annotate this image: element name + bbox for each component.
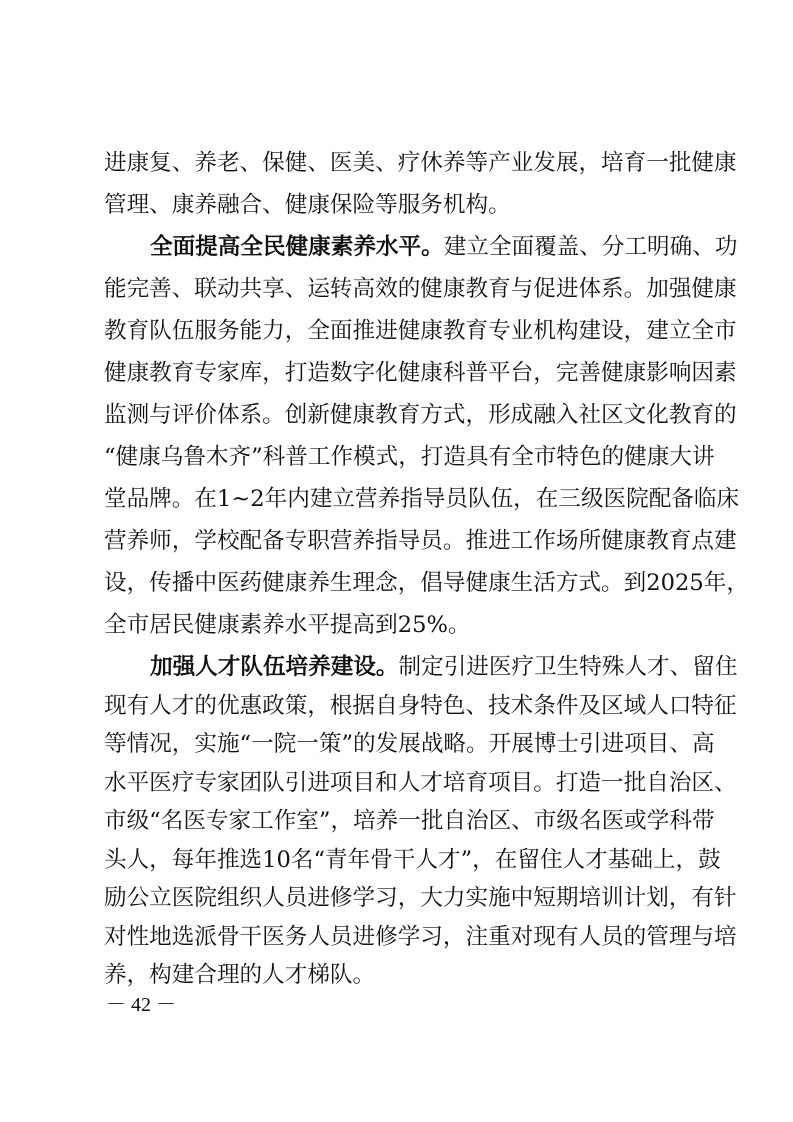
paragraph-3-line-4: 水平医疗专家团队引进项目和人才培育项目。打造一批自治区、 — [104, 769, 737, 796]
paragraph-3-line-5: 市级“名医专家工作室”，培养一批自治区、市级名医或学科带 — [104, 808, 715, 834]
paragraph-3-line-6: 头人，每年推选10名“青年骨干人才”，在留住人才基础上，鼓 — [104, 846, 721, 873]
paragraph-1-line-2: 管理、康养融合、健康保险等服务机构。 — [104, 192, 511, 218]
paragraph-3-line-9: 养，构建合理的人才梯队。 — [104, 962, 376, 988]
paragraph-2-line-3: 教育队伍服务能力，全面推进健康教育专业机构建设，建立全市 — [104, 318, 737, 344]
paragraph-1-line-1: 进康复、养老、保健、医美、疗休养等产业发展，培育一批健康 — [104, 150, 737, 176]
paragraph-2-line-5: 监测与评价体系。创新健康教育方式，形成融入社区文化教育的 — [104, 402, 737, 428]
paragraph-2-heading: 全面提高全民健康素养水平。 — [150, 234, 444, 260]
paragraph-3-line-1 — [150, 652, 738, 682]
paragraph-2-line-10: 全市居民健康素养水平提高到25%。 — [104, 612, 471, 638]
paragraph-2-line-4: 健康教育专家库，打造数字化健康科普平台，完善健康影响因素 — [104, 360, 737, 386]
paragraph-3-line-1-text: 制定引进医疗卫生特殊人才、留住 — [398, 654, 738, 680]
paragraph-2-line-8: 营养师，学校配备专职营养指导员。推进工作场所健康教育点建 — [104, 528, 737, 554]
paragraph-2-line-6: “健康乌鲁木齐”科普工作模式，打造具有全市特色的健康大讲 — [104, 444, 715, 470]
page-number: － 42 － — [106, 994, 176, 1016]
paragraph-2-line-2: 能完善、联动共享、运转高效的健康教育与促进体系。加强健康 — [104, 276, 737, 302]
paragraph-3-line-2: 现有人才的优惠政策，根据自身特色、技术条件及区域人口特征 — [104, 692, 737, 719]
paragraph-2-line-1 — [150, 232, 738, 262]
paragraph-2-line-9: 设，传播中医药健康养生理念，倡导健康生活方式。到2025年， — [104, 570, 749, 596]
paragraph-3-line-3: 等情况，实施“一院一策”的发展战略。开展博士引进项目、高 — [104, 731, 715, 757]
paragraph-2-line-1-text: 建立全面覆盖、分工明确、功 — [443, 234, 738, 260]
paragraph-3-heading: 加强人才队伍培养建设。 — [150, 654, 399, 680]
paragraph-3-line-8: 对性地选派骨干医务人员进修学习，注重对现有人员的管理与培 — [104, 923, 737, 950]
paragraph-3-line-7: 励公立医院组织人员进修学习，大力实施中短期培训计划，有针 — [104, 885, 737, 911]
paragraph-2-line-7: 堂品牌。在1~2年内建立营养指导员队伍，在三级医院配备临床 — [104, 486, 740, 512]
